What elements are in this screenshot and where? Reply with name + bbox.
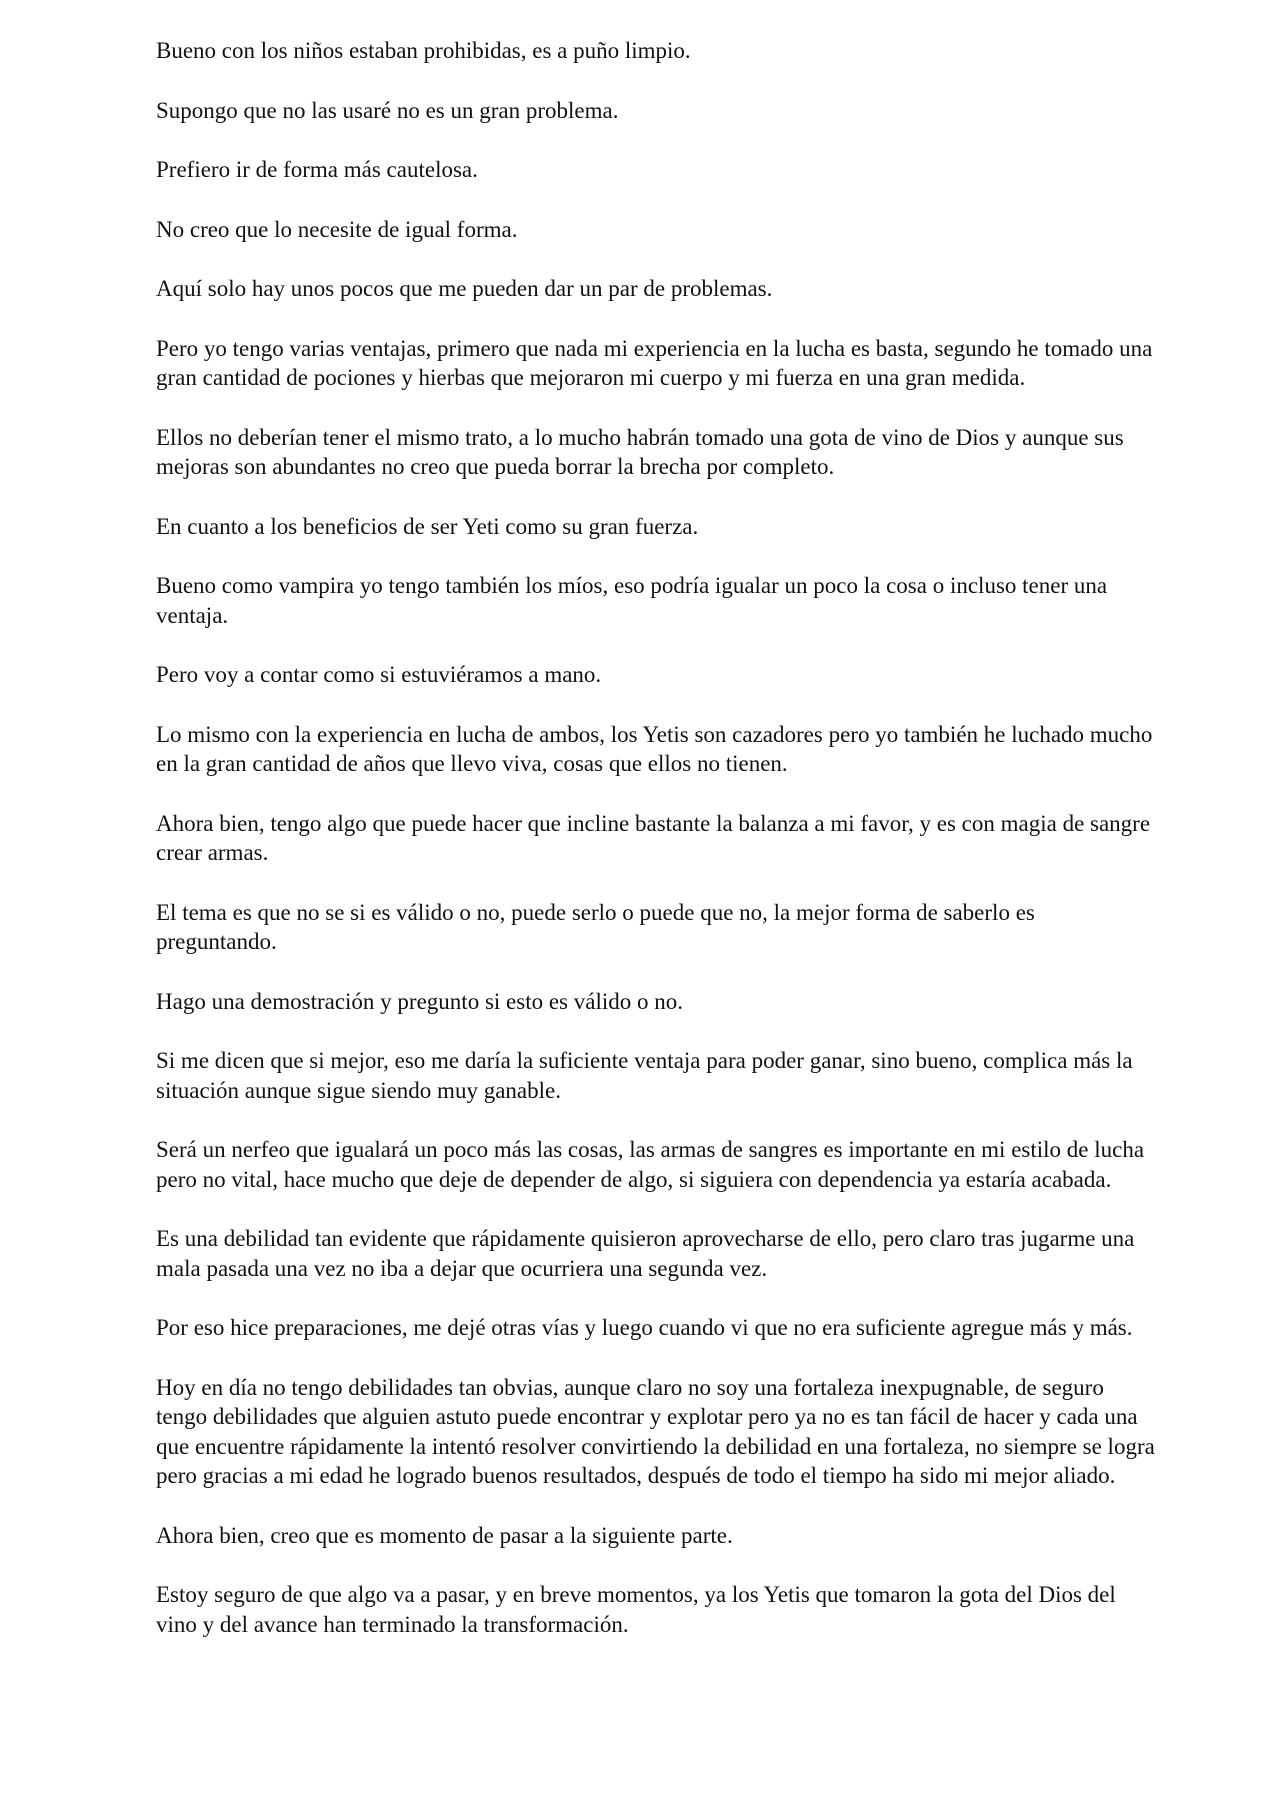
paragraph: En cuanto a los beneficios de ser Yeti como su gran fuerza. xyxy=(156,513,699,539)
paragraph: Si me dicen que si mejor, eso me daría la suficiente ventaja para poder ganar, sino bueno, complica más la situación aunque sigue siendo muy ganable. xyxy=(156,1048,1133,1103)
paragraph: Lo mismo con la experiencia en lucha de ambos, los Yetis son cazadores pero yo también he luchado mucho en la gran cantidad de años que llevo viva, cosas que ellos no tienen. xyxy=(156,721,1153,776)
paragraph: Supongo que no las usaré no es un gran problema. xyxy=(156,97,619,123)
paragraph: Hago una demostración y pregunto si esto es válido o no. xyxy=(156,988,683,1014)
paragraph: Bueno como vampira yo tengo también los míos, eso podría igualar un poco la cosa o incluso tener una ventaja. xyxy=(156,573,1108,628)
paragraph: Hoy en día no tengo debilidades tan obvias, aunque claro no soy una fortaleza inexpugnable, de seguro tengo debilidades que alguien astuto puede encontrar y explotar pero ya no es tan fácil de hacer y cada una que encuentre rápidamente la intentó resolver convirtiendo la debilidad en una fortaleza, no siempre se logra pero gracias a mi edad he logrado buenos resultados, después de todo el tiempo ha sido mi mejor aliado. xyxy=(156,1374,1155,1488)
paragraph: Será un nerfeo que igualará un poco más las cosas, las armas de sangres es importante en mi estilo de lucha pero no vital, hace mucho que deje de depender de algo, si siguiera con dependencia ya estaría acabada. xyxy=(156,1137,1145,1192)
paragraph: Es una debilidad tan evidente que rápidamente quisieron aprovecharse de ello, pero claro tras jugarme una mala pasada una vez no iba a dejar que ocurriera una segunda vez. xyxy=(156,1226,1135,1281)
paragraph: Ahora bien, tengo algo que puede hacer que incline bastante la balanza a mi favor, y es con magia de sangre crear armas. xyxy=(156,810,1151,865)
paragraph: Pero voy a contar como si estuviéramos a mano. xyxy=(156,662,602,687)
paragraph: Por eso hice preparaciones, me dejé otras vías y luego cuando vi que no era suficiente agregue más y más. xyxy=(156,1315,1133,1340)
paragraph: Aquí solo hay unos pocos que me pueden dar un par de problemas. xyxy=(156,276,773,301)
paragraph: Ellos no deberían tener el mismo trato, a lo mucho habrán tomado una gota de vino de Dios y aunque sus mejoras son abundantes no creo que pueda borrar la brecha por completo. xyxy=(156,424,1124,479)
paragraph: Ahora bien, creo que es momento de pasar a la siguiente parte. xyxy=(156,1522,733,1548)
paragraph: Estoy seguro de que algo va a pasar, y en breve momentos, ya los Yetis que tomaron la gota del Dios del vino y del avance han terminado la transformación. xyxy=(156,1582,1116,1637)
paragraph: Prefiero ir de forma más cautelosa. xyxy=(156,157,478,182)
paragraph: Bueno con los niños estaban prohibidas, es a puño limpio. xyxy=(156,38,691,63)
paragraph: Pero yo tengo varias ventajas, primero que nada mi experiencia en la lucha es basta, segundo he tomado una gran cantidad de pociones y hierbas que mejoraron mi cuerpo y mi fuerza en una gran medida. xyxy=(156,335,1153,390)
document-page xyxy=(156,36,1156,1669)
paragraph: No creo que lo necesite de igual forma. xyxy=(156,216,518,242)
paragraph: El tema es que no se si es válido o no, puede serlo o puede que no, la mejor forma de saberlo es preguntando. xyxy=(156,899,1035,954)
